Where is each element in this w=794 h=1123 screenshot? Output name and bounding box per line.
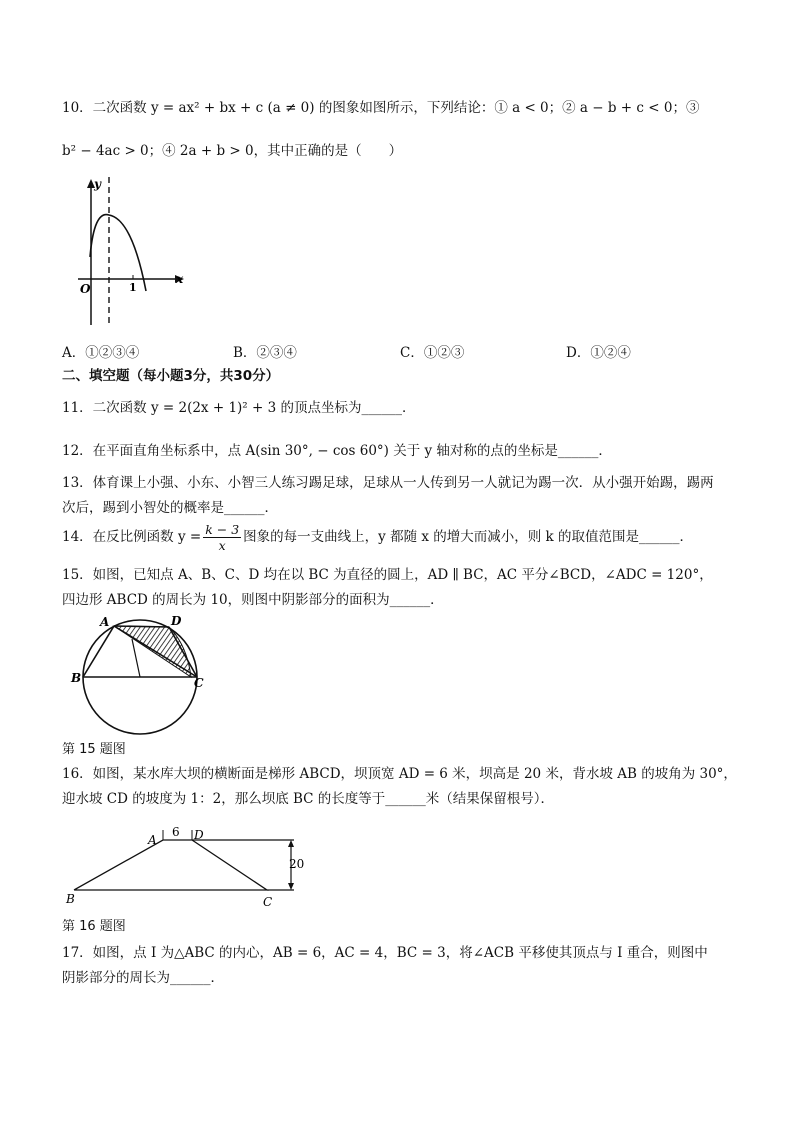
q16-dam-figure [62,818,312,918]
option-c: C．①②③ [400,345,465,361]
q16-line1: 16．如图，某水库大坝的横断面是梯形 ABCD，坝顶宽 AD = 6 米，坝高是 20 米，背水坡 AB 的坡角为 30°， [62,766,737,782]
option-b: B．②③④ [233,345,297,361]
q15-line1: 15．如图，已知点 A、B、C、D 均在以 BC 为直径的圆上，AD ∥ BC，AC 平分∠BCD，∠ADC = 120°， [62,567,713,583]
label-d: D [194,828,204,842]
q10-line2: b² − 4ac > 0；④ 2a + b > 0，其中正确的是（ ） [62,143,403,159]
label-b: B [66,892,75,906]
q13-line2: 次后，踢到小智处的概率是______． [62,500,278,516]
y-label: y [94,177,101,191]
q15-caption: 第 15 题图 [62,742,126,757]
label-c: C [263,895,273,909]
q11-text: 11．二次函数 y = 2(2x + 1)² + 3 的顶点坐标为______． [62,400,416,416]
q16-line2: 迎水坡 CD 的坡度为 1：2，那么坝底 BC 的长度等于______米（结果保留根号）． [62,791,555,807]
option-a: A．①②③④ [62,345,140,361]
q10-line1: 10．二次函数 y = ax² + bx + c (a ≠ 0) 的图象如图所示，下列结论：① a < 0；② a − b + c < 0；③ [62,100,700,116]
trapezoid [74,840,267,890]
top-width-label: 6 [172,825,180,839]
q14-text [62,522,693,553]
q17-line2: 阴影部分的周长为______． [62,970,224,986]
label-b: B [71,671,82,685]
segment-ad [114,626,169,627]
q17-line1: 17．如图，点 I 为△ABC 的内心，AB = 6，AC = 4，BC = 3，将∠ACB 平移使其顶点与 I 重合，则图中 [62,945,708,961]
q12-text: 12．在平面直角坐标系中，点 A(sin 30°, − cos 60°) 关于 y 轴对称的点的坐标是______． [62,443,612,459]
label-a: A [100,615,110,629]
section-title: 二、填空题（每小题3分，共30分） [62,368,280,384]
x-label: x [176,272,184,286]
label-c: C [194,676,204,690]
q13-line1: 13．体育课上小强、小东、小智三人练习踢足球，足球从一人传到另一人就记为踢一次．从小强开始踢，踢两 [62,475,714,491]
label-d: D [171,614,182,628]
segment-ab [83,626,114,677]
label-a: A [148,833,157,847]
q14-prefix: 14．在反比例函数 y = [62,529,202,545]
q14-suffix: 图象的每一支曲线上，y 都随 x 的增大而减小，则 k 的取值范围是______． [243,529,694,545]
q10-parabola-graph [72,175,192,330]
q14-numerator: k − 3 [205,522,240,537]
tick-one-label: 1 [129,281,137,294]
q16-caption: 第 16 题图 [62,919,126,934]
q14-denominator: x [218,538,226,553]
q15-line2: 四边形 ABCD 的周长为 10，则图中阴影部分的面积为______． [62,592,444,608]
origin-label: O [80,282,91,296]
q14-fraction [203,522,241,553]
option-d: D．①②④ [566,345,631,361]
height-label: 20 [289,857,305,871]
q15-circle-figure [70,615,210,740]
